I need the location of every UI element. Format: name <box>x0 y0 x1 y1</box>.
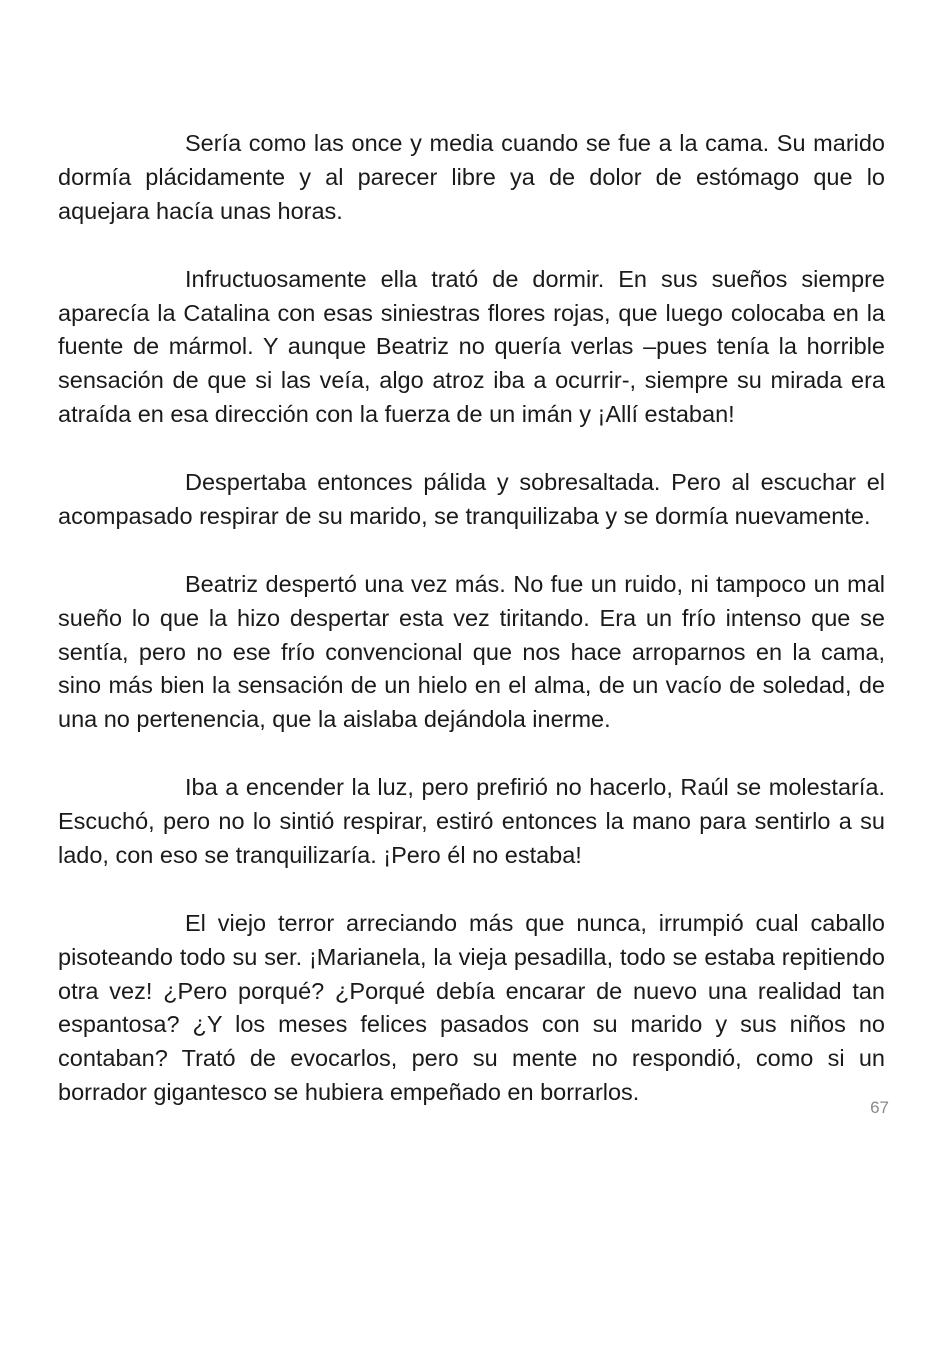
paragraph: Despertaba entonces pálida y sobresaltada. Pero al escuchar el acompasado respirar de su marido, se tranquilizaba y se dormía nuevamente. <box>58 469 885 529</box>
paragraph: El viejo terror arreciando más que nunca, irrumpió cual caballo pisoteando todo su ser. ¡Marianela, la vieja pesadilla, todo se estaba repitiendo otra vez! ¿Pero porqué? ¿Porqué debía encarar de nuevo una realidad tan espantosa? ¿Y los meses felices pasados con su marido y sus niños no contaban? Trató de evocarlos, pero su mente no respondió, como si un borrador gigantesco se hubiera empeñado en borrarlos. <box>58 909 885 1106</box>
paragraph: Iba a encender la luz, pero prefirió no hacerlo, Raúl se molestaría. Escuchó, pero no lo sintió respirar, estiró entonces la mano para sentirlo a su lado, con eso se tranquilizaría. ¡Pero él no estaba! <box>58 774 885 868</box>
paragraph: Infructuosamente ella trató de dormir. En sus sueños siempre aparecía la Catalina con esas siniestras flores rojas, que luego colocaba en la fuente de mármol. Y aunque Beatriz no quería verlas –pues tenía la horrible sensación de que si las veía, algo atroz iba a ocurrir-, siempre su mirada era atraída en esa dirección con la fuerza de un imán y ¡Allí estaban! <box>58 265 885 428</box>
page-number: 67 <box>870 1098 889 1117</box>
body-text <box>58 127 885 1144</box>
paragraph: Beatriz despertó una vez más. No fue un ruido, ni tampoco un mal sueño lo que la hizo despertar esta vez tiritando. Era un frío intenso que se sentía, pero no ese frío convencional que nos hace arroparnos en la cama, sino más bien la sensación de un hielo en el alma, de un vacío de soledad, de una no pertenencia, que la aislaba dejándola inerme. <box>58 570 885 733</box>
paragraph: Sería como las once y media cuando se fue a la cama. Su marido dormía plácidamente y al parecer libre ya de dolor de estómago que lo aquejara hacía unas horas. <box>58 130 885 224</box>
